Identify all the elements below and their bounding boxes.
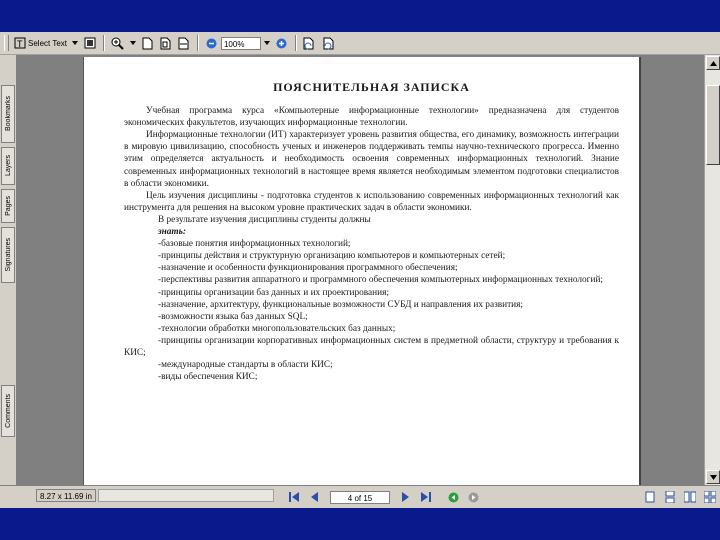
list-item: -принципы действия и структурную организацию компьютеров и компьютерных сетей;: [158, 251, 506, 262]
minus-circle-icon: [206, 38, 217, 49]
continuous-layout-button[interactable]: [663, 489, 677, 505]
toolbar-separator: [103, 35, 105, 51]
continuous-page-icon: [665, 491, 675, 503]
tab-signatures[interactable]: [1, 227, 15, 283]
single-page-layout-button[interactable]: [643, 489, 657, 505]
go-back-button[interactable]: [446, 489, 460, 505]
previous-page-icon: [310, 492, 318, 502]
scroll-up-button[interactable]: [706, 56, 720, 70]
select-text-label: Select Text: [28, 38, 67, 48]
toolbar-separator: [295, 35, 297, 51]
continuous-facing-icon: [704, 491, 716, 503]
list-item: -принципы организации корпоративных информационных систем в предметной области, структуру и требования к КИС;: [124, 335, 619, 358]
previous-page-button[interactable]: [307, 489, 321, 505]
paragraph: В результате изучения дисциплины студенты должны: [158, 214, 371, 225]
snapshot-icon: [84, 37, 96, 49]
tab-comments[interactable]: [1, 385, 15, 437]
first-page-icon: [289, 492, 299, 502]
rotate-counterclockwise-button[interactable]: [321, 35, 335, 51]
continuous-facing-layout-button[interactable]: [703, 489, 717, 505]
status-bar: [0, 485, 720, 509]
rotate-clockwise-button[interactable]: [303, 35, 317, 51]
navigation-panel-tabs: [0, 55, 17, 485]
last-page-icon: [421, 492, 431, 502]
scroll-down-button[interactable]: [706, 470, 720, 484]
page-number-field[interactable]: 4 of 15: [330, 491, 390, 504]
tab-pages[interactable]: [1, 189, 15, 223]
zoom-level-dropdown-icon[interactable]: [264, 41, 270, 45]
page-size-indicator: 8.27 x 11.69 in: [36, 489, 96, 502]
list-item: -принципы организации баз данных и их проектирования;: [158, 287, 389, 298]
page-navigation: [284, 489, 483, 505]
bottom-frame-band: [0, 508, 720, 540]
tab-layers[interactable]: [1, 147, 15, 185]
zoom-tool-dropdown-icon[interactable]: [130, 41, 136, 45]
tab-bookmarks[interactable]: [1, 85, 15, 143]
svg-text:T: T: [17, 39, 23, 49]
list-item: -назначение, архитектуру, функциональные возможности СУБД и направления их развития;: [158, 299, 524, 310]
zoom-tool-button[interactable]: [111, 35, 125, 51]
snapshot-tool-button[interactable]: [83, 35, 97, 51]
arrow-up-icon: [710, 61, 717, 66]
go-forward-button[interactable]: [466, 489, 480, 505]
tab-bookmarks-label: Bookmarks: [4, 96, 12, 132]
rotate-counterclockwise-icon: [321, 37, 334, 50]
tab-signatures-label: Signatures: [4, 238, 12, 272]
horizontal-scrollbar[interactable]: [98, 489, 274, 502]
last-page-button[interactable]: [419, 489, 433, 505]
list-item: -базовые понятия информационных технологий;: [158, 239, 351, 250]
zoom-in-icon: [111, 37, 124, 50]
paragraph: Учебная программа курса «Компьютерные информационные технологии» предназначена для студентов экономических факультетов, изучающих информационные технологии.: [124, 106, 619, 129]
vertical-scrollbar[interactable]: [704, 55, 720, 485]
list-item: -международные стандарты в области КИС;: [158, 360, 333, 371]
fit-width-button[interactable]: [177, 35, 191, 51]
list-item: -возможности языка баз данных SQL;: [158, 311, 308, 322]
tab-pages-label: Pages: [4, 196, 12, 216]
list-item: -назначение и особенности функционирования программного обеспечения;: [158, 263, 458, 274]
plus-circle-icon: [276, 38, 287, 49]
zoom-level-field[interactable]: 100%: [221, 37, 261, 50]
scroll-thumb[interactable]: [706, 85, 720, 165]
list-item: -технологии обработки многопользовательских баз данных;: [158, 323, 396, 334]
tab-comments-label: Comments: [4, 394, 12, 428]
toolbar-grip[interactable]: [4, 35, 9, 51]
facing-pages-icon: [684, 491, 696, 503]
select-text-tool[interactable]: [14, 35, 67, 51]
document-view[interactable]: [17, 55, 704, 485]
list-item: -перспективы развития аппаратного и программного обеспечения компьютерных информационных технологий;: [158, 275, 604, 286]
list-item: -виды обеспечения КИС;: [158, 372, 258, 383]
toolbar-separator: [197, 35, 199, 51]
zoom-in-button[interactable]: [275, 35, 289, 51]
text-cursor-icon: [14, 37, 26, 49]
toolbar: [0, 32, 720, 55]
next-page-button[interactable]: [399, 489, 413, 505]
forward-arrow-icon: [468, 492, 479, 503]
top-frame-band: [0, 0, 720, 32]
arrow-down-icon: [710, 475, 717, 480]
first-page-button[interactable]: [287, 489, 301, 505]
paragraph: Цель изучения дисциплины - подготовка студентов к использованию современных информационных технологий как инструмента для решения на высоком уровне практических задач в области экономики.: [124, 190, 619, 213]
fit-page-icon: [160, 37, 171, 50]
actual-size-icon: [142, 37, 153, 50]
paragraph: знать:: [158, 227, 187, 238]
rotate-clockwise-icon: [303, 37, 316, 50]
page-title: ПОЯСНИТЕЛЬНАЯ ЗАПИСКА: [273, 80, 470, 94]
single-page-icon: [645, 491, 655, 503]
select-tool-dropdown-icon[interactable]: [72, 41, 78, 45]
actual-size-button[interactable]: [141, 35, 155, 51]
paragraph: Информационные технологии (ИТ) характеризует уровень развития общества, его динамику, возможность интеграции в мировую цивилизацию, способность ученых и инженеров поддерживать темпы научно-технического прогресса. Именно этим определяется актуальность и необходимость освоения современных информационных технологий. Знание современных информационных технологий в настоящее время является необходимым элементом подготовки специалистов в области экономики.: [124, 130, 619, 189]
back-arrow-icon: [448, 492, 459, 503]
tab-layers-label: Layers: [4, 155, 12, 177]
pdf-page: [83, 57, 641, 485]
fit-width-icon: [178, 37, 189, 50]
zoom-out-button[interactable]: [205, 35, 219, 51]
next-page-icon: [402, 492, 410, 502]
pdf-viewer-window: [0, 32, 720, 508]
facing-layout-button[interactable]: [683, 489, 697, 505]
fit-page-button[interactable]: [159, 35, 173, 51]
page-layout-buttons: [640, 489, 720, 505]
